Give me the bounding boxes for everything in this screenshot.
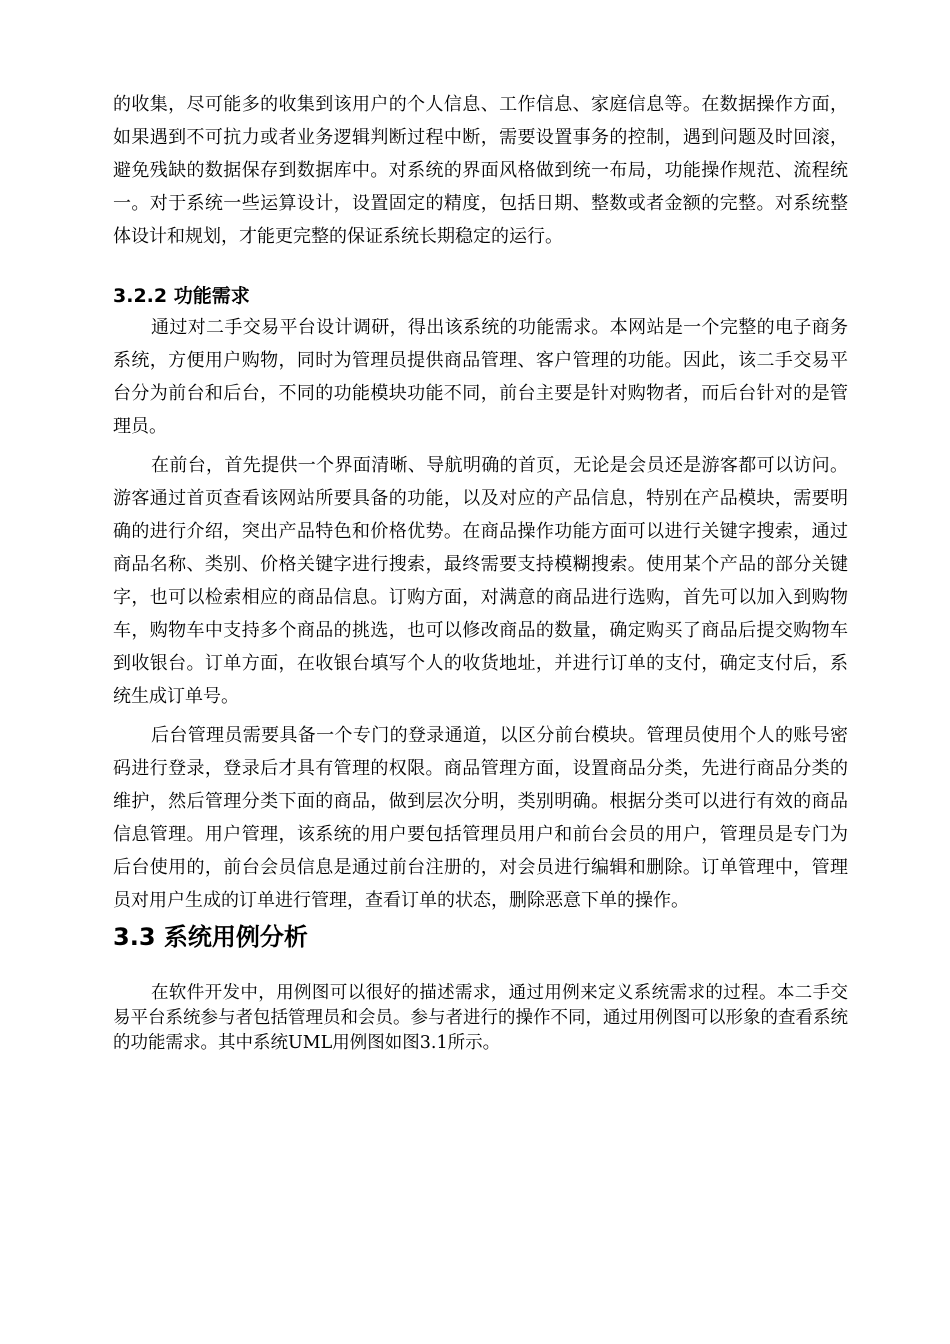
intro-paragraph: 的收集，尽可能多的收集到该用户的个人信息、工作信息、家庭信息等。在数据操作方面，如果遇到不可抗力或者业务逻辑判断过程中断，需要设置事务的控制，遇到问题及时回滚，避免残缺的数据保存到数据库中。对系统的界面风格做到统一布局，功能操作规范、流程统一。对于系统一些运算设计，设置固定的精度，包括日期、整数或者金额的完整。对系统整体设计和规划，才能更完整的保证系统长期稳定的运行。: [113, 94, 848, 247]
section-322-paragraph-1: 通过对二手交易平台设计调研，得出该系统的功能需求。本网站是一个完整的电子商务系统，方便用户购物，同时为管理员提供商品管理、客户管理的功能。因此，该二手交易平台分为前台和后台，不同的功能模块功能不同，前台主要是针对购物者，而后台针对的是管理员。: [113, 317, 848, 437]
section-322-paragraph-2: 在前台，首先提供一个界面清晰、导航明确的首页，无论是会员还是游客都可以访问。游客通过首页查看该网站所要具备的功能，以及对应的产品信息，特别在产品模块，需要明确的进行介绍，突出产品特色和价格优势。在商品操作功能方面可以进行关键字搜索，通过商品名称、类别、价格关键字进行搜索，最终需要支持模糊搜索。使用某个产品的部分关键字，也可以检索相应的商品信息。订购方面，对满意的商品进行选购，首先可以加入到购物车，购物车中支持多个商品的挑选，也可以修改商品的数量，确定购买了商品后提交购物车到收银台。订单方面，在收银台填写个人的收货地址，并进行订单的支付，确定支付后，系统生成订单号。: [113, 455, 848, 707]
section-33-heading: 3.3 系统用例分析: [113, 923, 308, 951]
document-page: [113, 88, 848, 1056]
section-33-paragraph: 在软件开发中，用例图可以很好的描述需求，通过用例来定义系统需求的过程。本二手交易平台系统参与者包括管理员和会员。参与者进行的操作不同，通过用例图可以形象的查看系统的功能需求。其中系统UML用例图如图3.1所示。: [113, 983, 848, 1053]
section-322-paragraph-3: 后台管理员需要具备一个专门的登录通道，以区分前台模块。管理员使用个人的账号密码进行登录，登录后才具有管理的权限。商品管理方面，设置商品分类，先进行商品分类的维护，然后管理分类下面的商品，做到层次分明，类别明确。根据分类可以进行有效的商品信息管理。用户管理，该系统的用户要包括管理员用户和前台会员的用户，管理员是专门为后台使用的，前台会员信息是通过前台注册的，对会员进行编辑和删除。订单管理中，管理员对用户生成的订单进行管理，查看订单的状态，删除恶意下单的操作。: [113, 725, 848, 911]
section-322-heading: 3.2.2 功能需求: [113, 285, 250, 307]
